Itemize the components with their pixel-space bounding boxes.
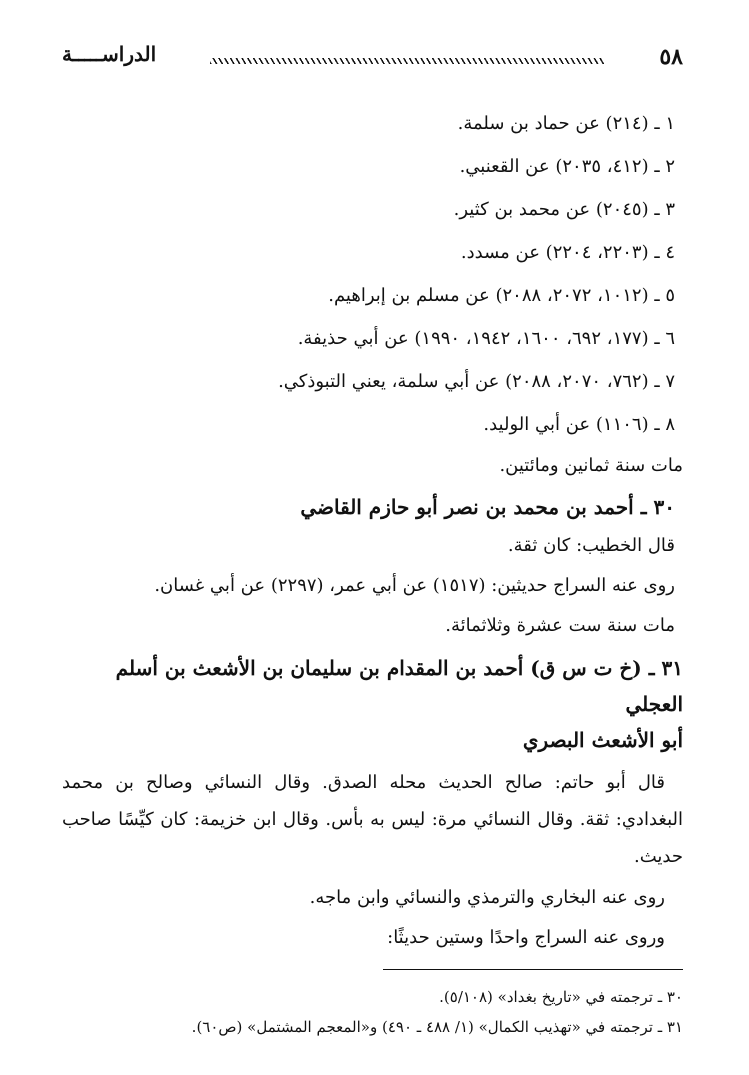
footnote: ٣٠ ـ ترجمته في «تاريخ بغداد» (٥/١٠٨). xyxy=(439,988,683,1006)
entry-31-heading-line: أبو الأشعث البصري xyxy=(522,728,683,752)
list-item: ٦ ـ (١٧٧، ٦٩٢، ١٦٠٠، ١٩٤٢، ١٩٩٠) عن أبي حذيفة. xyxy=(297,328,675,349)
list-item: ٥ ـ (١٠١٢، ٢٠٧٢، ٢٠٨٨) عن مسلم بن إبراهيم. xyxy=(328,285,675,306)
entry-30-text: مات سنة ست عشرة وثلاثمائة. xyxy=(445,615,675,636)
list-item: ٢ ـ (٤١٢، ٢٠٣٥) عن القعنبي. xyxy=(459,156,675,177)
entry-31-heading xyxy=(62,650,683,758)
list-item: ٨ ـ (١١٠٦) عن أبي الوليد. xyxy=(483,414,675,435)
book-page xyxy=(62,40,683,1042)
page-number: ٥٨ xyxy=(659,44,683,70)
footnote-separator xyxy=(383,969,683,970)
entry-31-text: روى عنه البخاري والترمذي والنسائي وابن ماجه. xyxy=(309,887,665,908)
entry-30-text: روى عنه السراج حديثين: (١٥١٧) عن أبي عمر، (٢٢٩٧) عن أبي غسان. xyxy=(154,575,675,596)
list-item: ١ ـ (٢١٤) عن حماد بن سلمة. xyxy=(457,113,675,134)
entry-31-text: وروى عنه السراج واحدًا وستين حديثًا: xyxy=(387,927,665,948)
list-item: ٧ ـ (٧٦٢، ٢٠٧٠، ٢٠٨٨) عن أبي سلمة، يعني التبوذكي. xyxy=(278,371,675,392)
running-title: الدراســـــة xyxy=(62,42,157,66)
entry-31-text: قال أبو حاتم: صالح الحديث محله الصدق. وقال النسائي وصالح بن محمد البغدادي: ثقة. وقال النسائي مرة: ليس به بأس. وقال ابن خزيمة: كان كيِّسًا صاحب حديث. xyxy=(62,772,683,867)
footnote: ٣١ ـ ترجمته في «تهذيب الكمال» (١/ ٤٨٨ ـ ٤٩٠) و«المعجم المشتمل» (ص٦٠). xyxy=(191,1018,683,1036)
list-item: ٤ ـ (٢٢٠٣، ٢٢٠٤) عن مسدد. xyxy=(460,242,675,263)
narrations-list xyxy=(62,102,675,446)
header-decorative-rule xyxy=(210,58,605,64)
entry-30-text: قال الخطيب: كان ثقة. xyxy=(507,535,675,556)
page-header xyxy=(62,40,683,76)
death-note: مات سنة ثمانين ومائتين. xyxy=(499,455,683,476)
entry-30-heading: ٣٠ ـ أحمد بن محمد بن نصر أبو حازم القاضي xyxy=(300,495,675,519)
entry-31-heading-line: ٣١ ـ (خ ت س ق) أحمد بن المقدام بن سليمان بن الأشعث بن أسلم العجلي xyxy=(115,656,683,716)
list-item: ٣ ـ (٢٠٤٥) عن محمد بن كثير. xyxy=(453,199,675,220)
